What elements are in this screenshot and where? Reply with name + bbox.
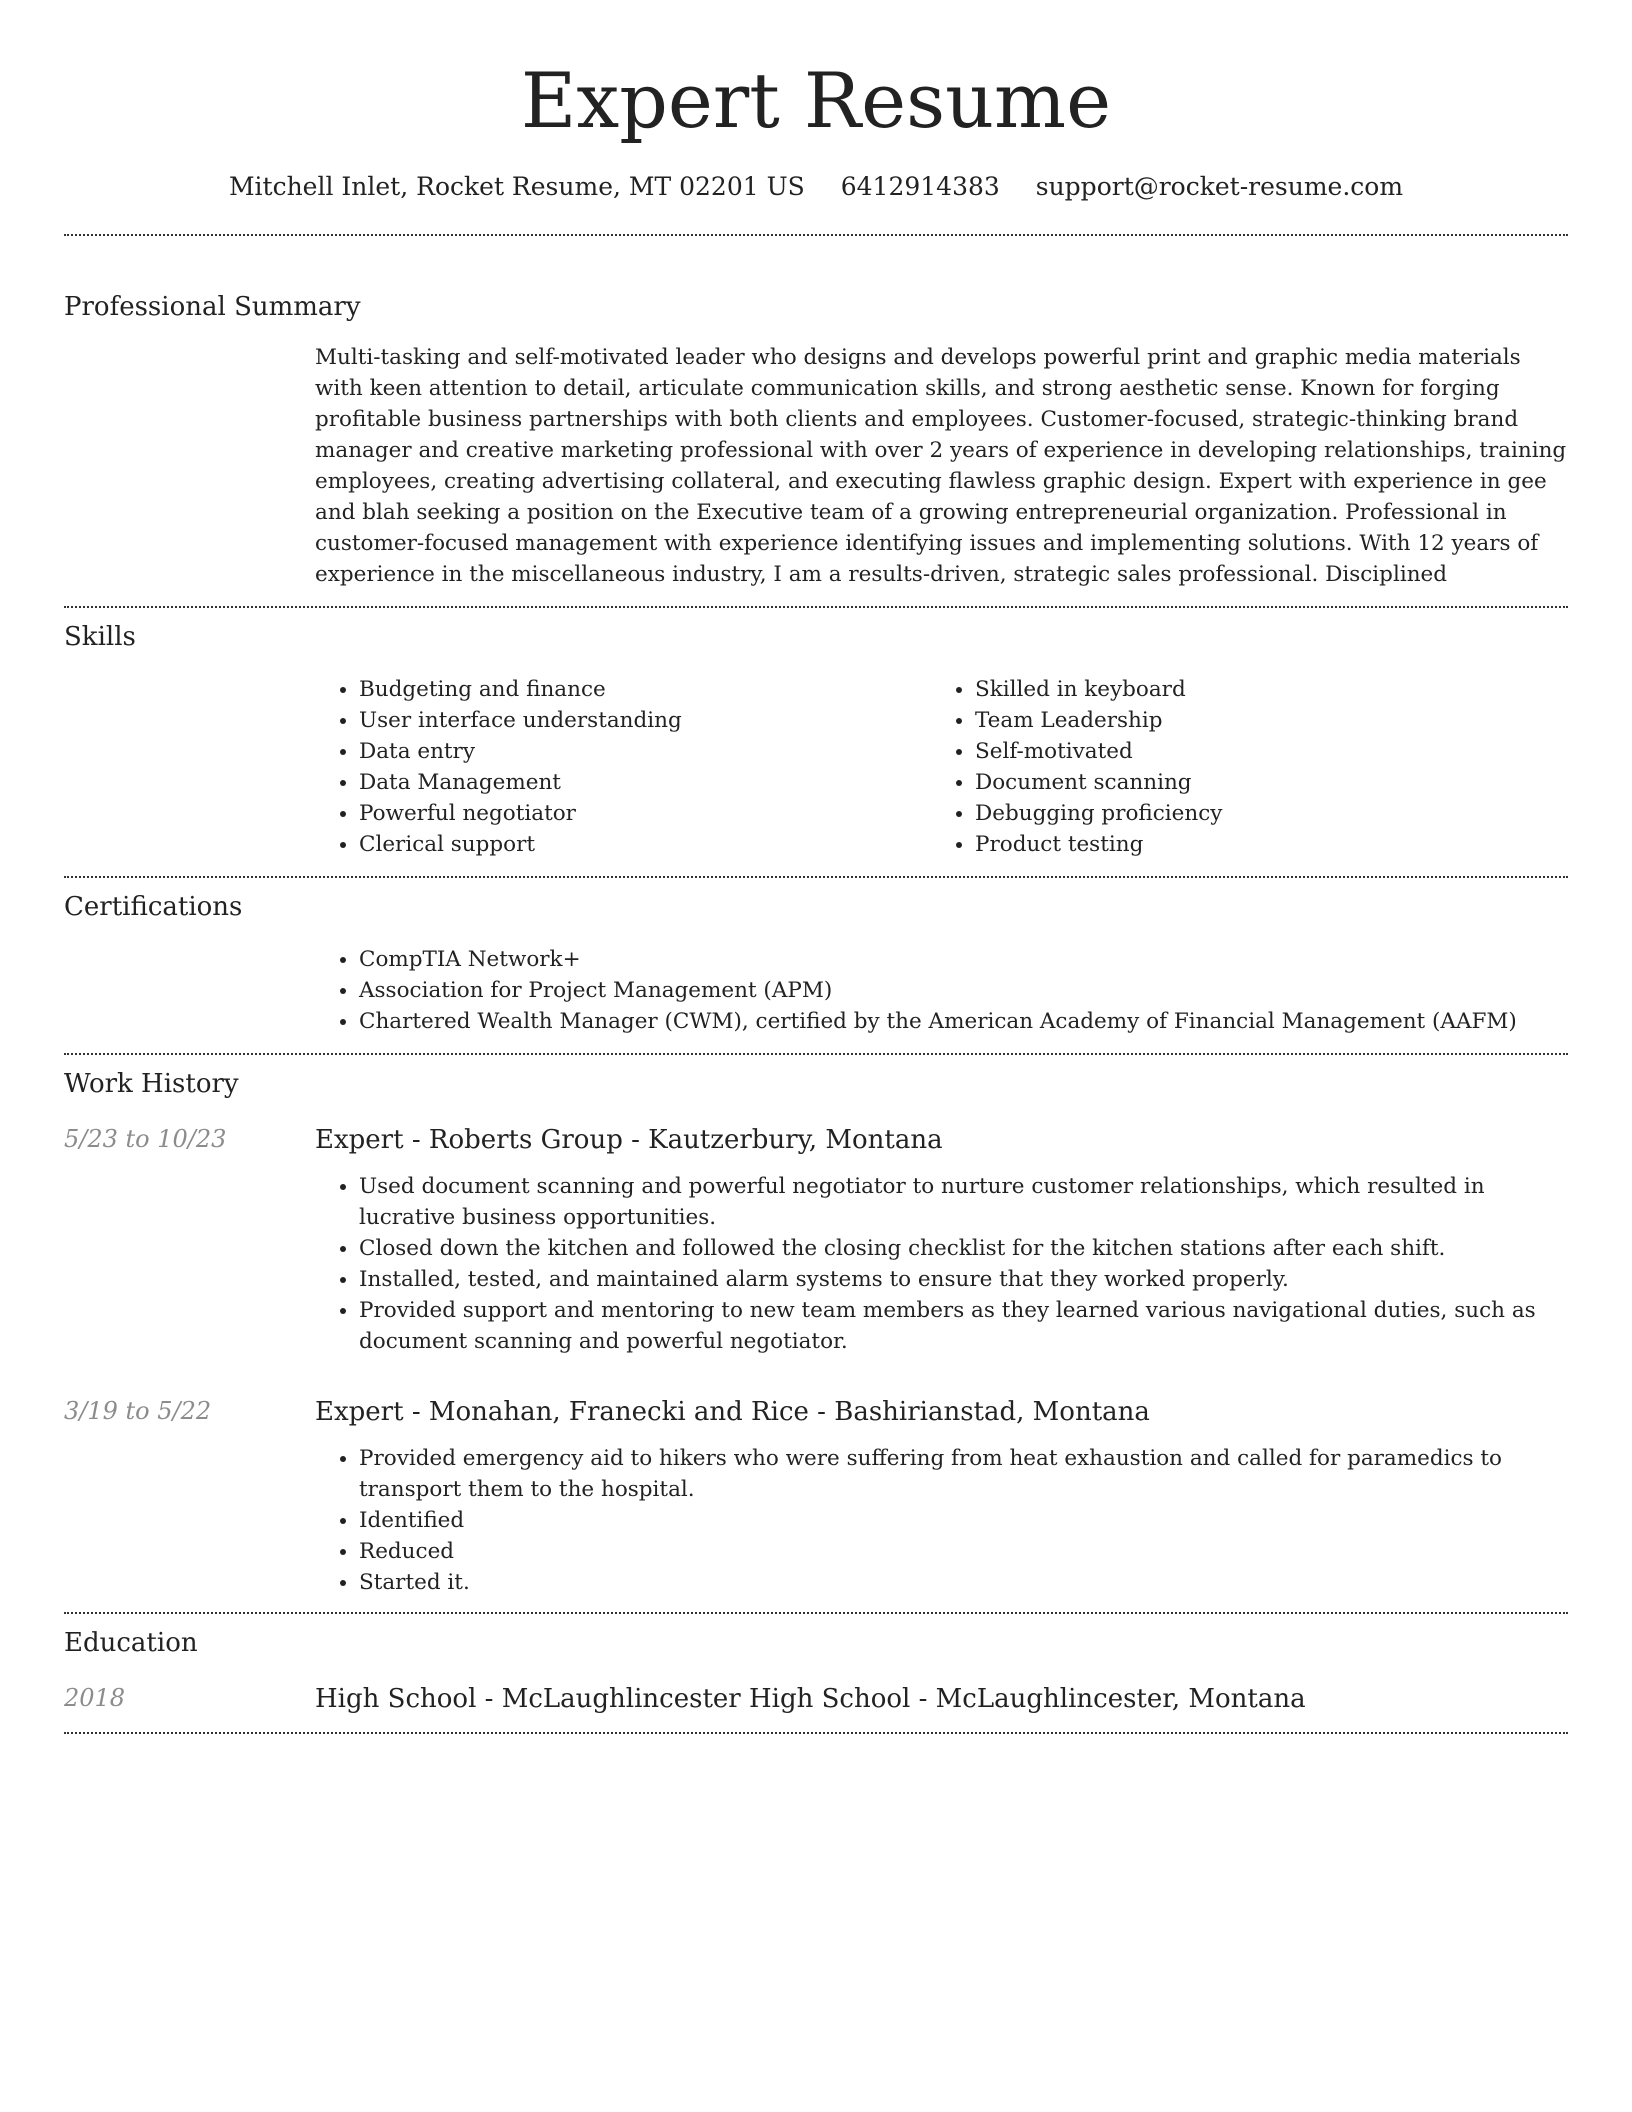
certifications-body — [315, 944, 1568, 1037]
job-bullets — [315, 1443, 1568, 1598]
contact-address: Mitchell Inlet, Rocket Resume, MT 02201 US — [228, 172, 805, 201]
job-details — [315, 1395, 1568, 1598]
job-entry — [64, 1395, 1568, 1598]
skill-item: • Skilled in keyboard — [975, 674, 1547, 705]
job-details — [315, 1123, 1568, 1357]
job-dates: 5/23 to 10/23 — [64, 1125, 227, 1153]
skill-item: • Document scanning — [975, 767, 1547, 798]
education-year: 2018 — [64, 1684, 126, 1712]
skills-column-right — [931, 674, 1547, 860]
section-title-certifications: Certifications — [64, 892, 243, 922]
section-title-summary: Professional Summary — [64, 292, 361, 322]
skill-item: • Clerical support — [359, 829, 931, 860]
job-title: Expert - Monahan, Franecki and Rice - Bashirianstad, Montana — [315, 1397, 1150, 1427]
resume-header — [64, 0, 1568, 204]
education-entry — [64, 1682, 1568, 1716]
education-title: High School - McLaughlincester High School - McLaughlincester, Montana — [315, 1684, 1306, 1714]
contact-phone: 6412914383 — [840, 172, 1000, 201]
work-history-section — [64, 1055, 1568, 1612]
section-title-skills: Skills — [64, 622, 136, 652]
job-bullet: • Used document scanning and powerful negotiator to nurture customer relationships, which resulted in lucrative business opportunities. — [359, 1171, 1568, 1233]
job-bullet: • Identified — [359, 1505, 1568, 1536]
job-bullet: • Installed, tested, and maintained alarm systems to ensure that they worked properly. — [359, 1264, 1568, 1295]
skill-item: • Debugging proficiency — [975, 798, 1547, 829]
job-dates: 3/19 to 5/22 — [64, 1397, 212, 1425]
skills-list-left — [315, 674, 931, 860]
education-details — [315, 1682, 1568, 1716]
resume-name: Expert Resume — [520, 56, 1112, 145]
summary-section — [64, 236, 1568, 606]
divider — [64, 1732, 1568, 1734]
summary-text: Multi-tasking and self-motivated leader who designs and develops powerful print and graphic media materials with keen attention to detail, articulate communication skills, and strong aesthetic sense. Known for forging profitable business partnerships with both clients and employees. Customer-focused, strategic-thinking brand manager and creative marketing professional with over 2 years of experience in developing relationships, training employees, creating advertising collateral, and executing flawless graphic design. Expert with experience in gee and blah seeking a position on the Executive team of a growing entrepreneurial organization. Professional in customer-focused management with experience identifying issues and implementing solutions. With 12 years of experience in the miscellaneous industry, I am a results-driven, strategic sales professional. Disciplined — [315, 345, 1567, 587]
summary-body — [315, 342, 1568, 590]
skills-section — [64, 608, 1568, 876]
section-title-education: Education — [64, 1628, 198, 1658]
certification-item: • Chartered Wealth Manager (CWM), certified by the American Academy of Financial Management (AAFM) — [359, 1006, 1568, 1037]
certification-item: • Association for Project Management (APM) — [359, 975, 1568, 1006]
skill-item: • Data Management — [359, 767, 931, 798]
job-bullet: • Closed down the kitchen and followed the closing checklist for the kitchen stations after each shift. — [359, 1233, 1568, 1264]
job-entry — [64, 1123, 1568, 1357]
certifications-list — [315, 944, 1568, 1037]
job-bullet: • Reduced — [359, 1536, 1568, 1567]
skills-list-right — [931, 674, 1547, 860]
job-bullet: • Provided emergency aid to hikers who were suffering from heat exhaustion and called for paramedics to transport them to the hospital. — [359, 1443, 1568, 1505]
skill-item: • Powerful negotiator — [359, 798, 931, 829]
skill-item: • Product testing — [975, 829, 1547, 860]
job-bullet: • Started it. — [359, 1567, 1568, 1598]
contact-line — [64, 170, 1568, 204]
skills-grid — [315, 674, 1568, 860]
certifications-section — [64, 878, 1568, 1053]
certification-item: • CompTIA Network+ — [359, 944, 1568, 975]
skill-item: • User interface understanding — [359, 705, 931, 736]
contact-email: support@rocket-resume.com — [1035, 172, 1404, 201]
job-bullet: • Provided support and mentoring to new team members as they learned various navigational duties, such as document scanning and powerful negotiator. — [359, 1295, 1568, 1357]
skill-item: • Self-motivated — [975, 736, 1547, 767]
skills-column-left — [315, 674, 931, 860]
skill-item: • Data entry — [359, 736, 931, 767]
skill-item: • Budgeting and finance — [359, 674, 931, 705]
education-section — [64, 1614, 1568, 1732]
skill-item: • Team Leadership — [975, 705, 1547, 736]
section-title-work-history: Work History — [64, 1069, 239, 1099]
job-bullets — [315, 1171, 1568, 1357]
job-title: Expert - Roberts Group - Kautzerbury, Montana — [315, 1125, 943, 1155]
